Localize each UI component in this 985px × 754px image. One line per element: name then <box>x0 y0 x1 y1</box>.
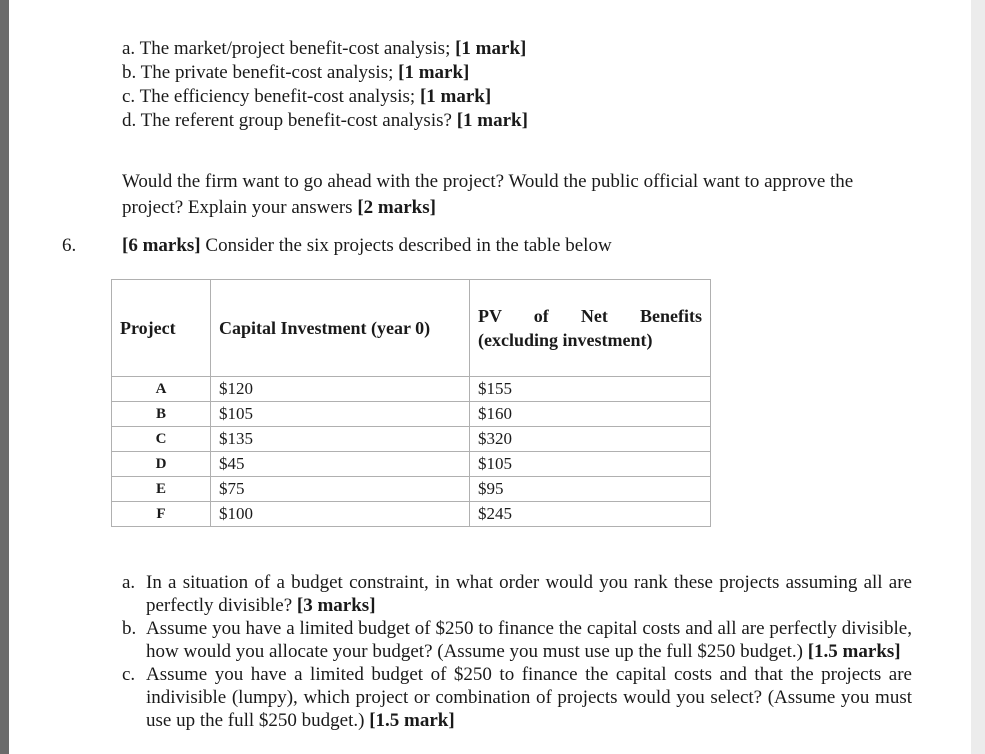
viewer-scrollbar[interactable] <box>971 0 985 754</box>
table-row <box>112 402 711 427</box>
cell-capital: $105 <box>211 402 470 427</box>
cell-project: A <box>112 377 211 402</box>
header-pv: PV of Net Benefits (excluding investment) <box>470 280 711 377</box>
table-row <box>112 452 711 477</box>
table-row <box>112 477 711 502</box>
cell-capital: $100 <box>211 502 470 527</box>
viewer-left-edge <box>0 0 9 754</box>
list-item: c. The efficiency benefit-cost analysis; [1 mark] <box>122 86 492 107</box>
cell-project: D <box>112 452 211 477</box>
cell-project: B <box>112 402 211 427</box>
cell-pv: $95 <box>470 477 711 502</box>
cell-pv: $160 <box>470 402 711 427</box>
list-item: c. Assume you have a limited budget of $250 to finance the capital costs and that the projects are indivisible (lumpy), which project or combination of projects would you select? (Assume you must use up the full $250 budget.) [1.5 mark] <box>122 664 912 731</box>
cell-project: F <box>112 502 211 527</box>
table-header-row <box>112 280 711 377</box>
table-row <box>112 427 711 452</box>
list-item: b. Assume you have a limited budget of $250 to finance the capital costs and all are perfectly divisible, how would you allocate your budget? (Assume you must use up the full $250 budget.) [1.5 marks] <box>122 618 912 662</box>
sub-question-list <box>122 571 912 732</box>
cell-project: E <box>112 477 211 502</box>
list-item: b. The private benefit-cost analysis; [1 mark] <box>122 62 470 83</box>
cell-pv: $155 <box>470 377 711 402</box>
cell-capital: $75 <box>211 477 470 502</box>
cell-pv: $320 <box>470 427 711 452</box>
list-item: a. In a situation of a budget constraint, in what order would you rank these projects assuming all are perfectly divisible? [3 marks] <box>122 572 912 616</box>
projects-table <box>111 279 711 527</box>
header-project: Project <box>112 280 211 377</box>
question-number: 6. <box>62 235 77 256</box>
list-item: d. The referent group benefit-cost analysis? [1 mark] <box>122 110 528 131</box>
table-row <box>112 502 711 527</box>
cell-capital: $135 <box>211 427 470 452</box>
cell-project: C <box>112 427 211 452</box>
cell-pv: $245 <box>470 502 711 527</box>
question-text: [6 marks] Consider the six projects described in the table below <box>122 235 612 256</box>
header-capital: Capital Investment (year 0) <box>211 280 470 377</box>
cell-pv: $105 <box>470 452 711 477</box>
cell-capital: $120 <box>211 377 470 402</box>
cell-capital: $45 <box>211 452 470 477</box>
list-item: a. The market/project benefit-cost analysis; [1 mark] <box>122 38 527 59</box>
table-row <box>112 377 711 402</box>
